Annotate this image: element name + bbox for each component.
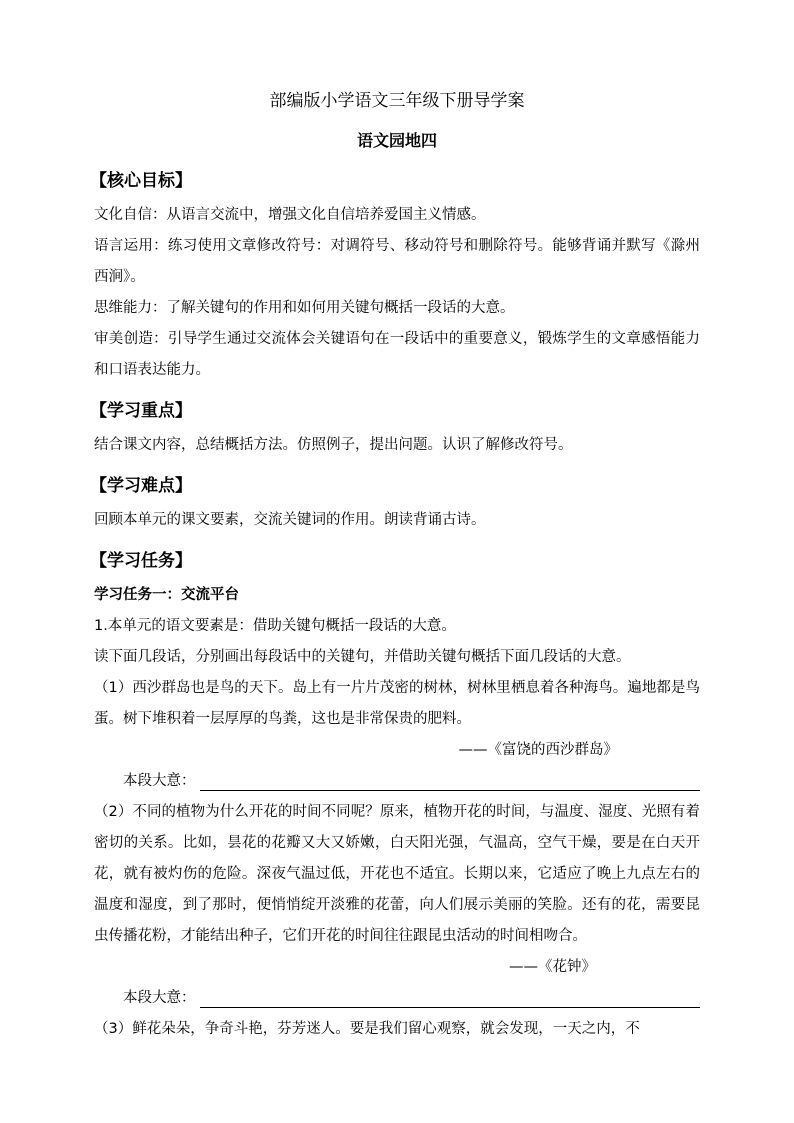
summary-row-1 xyxy=(94,766,700,797)
task1-title: 学习任务一：交流平台 xyxy=(94,587,239,603)
page-subtitle: 语文园地四 xyxy=(356,131,437,150)
summary-label-2: 本段大意： xyxy=(123,990,196,1006)
summary-row-2 xyxy=(94,983,700,1014)
summary-answer-line-1[interactable] xyxy=(200,769,701,791)
page-title: 部编版小学语文三年级下册导学案 xyxy=(269,91,525,111)
passage-3: （3）鲜花朵朵，争奇斗艳，芬芳迷人。要是我们留心观察，就会发现，一天之内，不 xyxy=(94,1021,640,1037)
passage-2-text: （2）不同的植物为什么开花的时间不同呢？原来，植物开花的时间，与温度、湿度、光照有着密切的关系。比如，昙花的花瓣又大又娇嫩，白天阳光强，气温高，空气干燥，要是在白天开花，就有被灼伤的危险。深夜气温过低，开花也不适宜。长期以来，它适应了晚上九点左右的温度和湿度，到了那时，便悄悄绽开淡雅的花蕾，向人们展示美丽的笑脸。还有的花，需要昆虫传播花粉，才能结出种子，它们开花的时间往往跟昆虫活动的时间相吻合。 xyxy=(94,804,700,944)
summary-label-1: 本段大意： xyxy=(123,773,196,789)
key-points-heading: 【学习重点】 xyxy=(90,401,192,421)
goal-culture: 文化自信：从语言交流中，增强文化自信培养爱国主义情感。 xyxy=(94,207,486,223)
goal-language: 语言运用：练习使用文章修改符号：对调符号、移动符号和删除符号。能够背诵并默写《滁州西涧》。 xyxy=(94,238,700,285)
passage-2 xyxy=(94,797,700,983)
core-goals-heading: 【核心目标】 xyxy=(90,171,192,191)
key-points-text: 结合课文内容，总结概括方法。仿照例子，提出问题。认识了解修改符号。 xyxy=(94,437,573,453)
difficulties-heading: 【学习难点】 xyxy=(90,476,192,496)
passage-1: （1）西沙群岛也是鸟的天下。岛上有一片片茂密的树林，树林里栖息着各种海鸟。遍地都是鸟蛋。树下堆积着一层厚厚的鸟粪，这也是非常保贵的肥料。 xyxy=(94,680,700,727)
goal-aesthetics: 审美创造：引导学生通过交流体会关键语句在一段话中的重要意义，锻炼学生的文章感悟能力和口语表达能力。 xyxy=(94,331,700,378)
goal-thinking: 思维能力：了解关键句的作用和如何用关键句概括一段话的大意。 xyxy=(94,300,515,316)
passage-1-source: ——《富饶的西沙群岛》 xyxy=(458,742,618,758)
task1-item1: 1.本单元的语文要素是：借助关键句概括一段话的大意。 xyxy=(94,618,456,634)
difficulties-text: 回顾本单元的课文要素，交流关键词的作用。朗读背诵古诗。 xyxy=(94,512,486,528)
task1-instruction: 读下面几段话，分别画出每段话中的关键句，并借助关键句概括下面几段话的大意。 xyxy=(94,649,631,665)
summary-answer-line-2[interactable] xyxy=(200,986,701,1008)
tasks-heading: 【学习任务】 xyxy=(90,551,192,571)
passage-2-source: ——《花钟》 xyxy=(509,959,596,975)
